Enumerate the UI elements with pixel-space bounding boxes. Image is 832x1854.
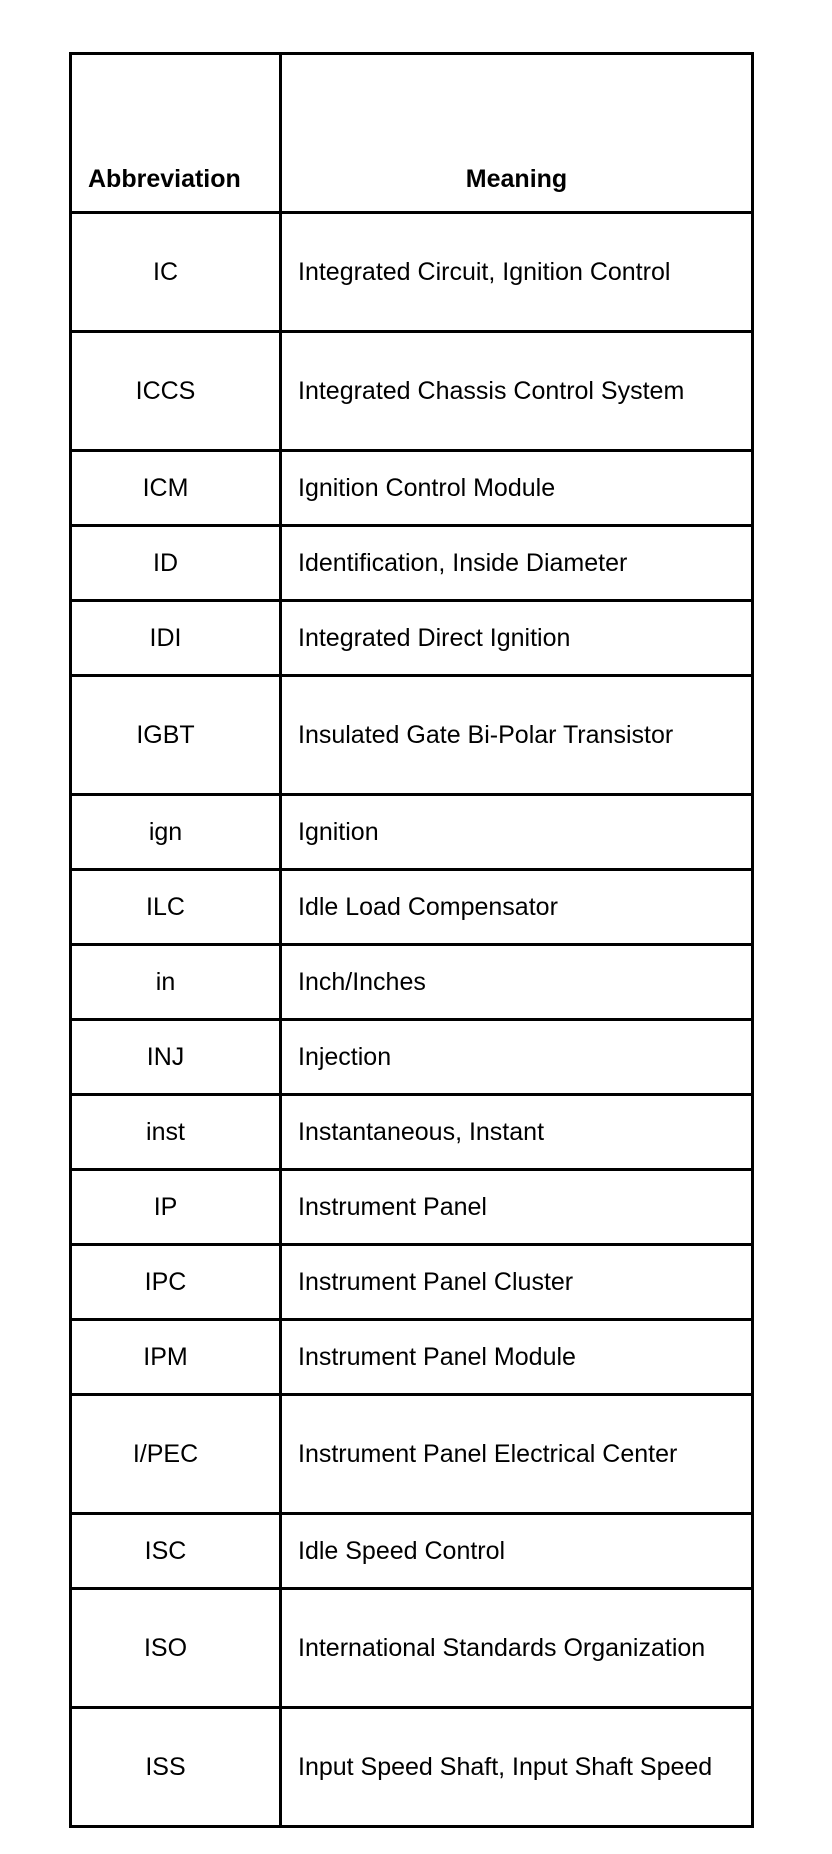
abbreviation-cell: IPM bbox=[71, 1320, 281, 1395]
meaning-cell: Integrated Circuit, Ignition Control bbox=[281, 213, 753, 332]
abbreviation-cell: in bbox=[71, 945, 281, 1020]
abbreviation-table-container bbox=[69, 52, 751, 1828]
table-row bbox=[71, 1320, 753, 1395]
meaning-cell: Injection bbox=[281, 1020, 753, 1095]
abbreviation-cell: ICCS bbox=[71, 332, 281, 451]
table-row bbox=[71, 945, 753, 1020]
meaning-cell: Identification, Inside Diameter bbox=[281, 526, 753, 601]
table-row bbox=[71, 526, 753, 601]
table-row bbox=[71, 1708, 753, 1827]
abbreviation-cell: INJ bbox=[71, 1020, 281, 1095]
meaning-cell: Ignition bbox=[281, 795, 753, 870]
table-row bbox=[71, 1020, 753, 1095]
meaning-cell: Inch/Inches bbox=[281, 945, 753, 1020]
meaning-cell: Instrument Panel Electrical Center bbox=[281, 1395, 753, 1514]
abbreviation-cell: ILC bbox=[71, 870, 281, 945]
meaning-cell: International Standards Organization bbox=[281, 1589, 753, 1708]
table-row bbox=[71, 676, 753, 795]
abbreviation-cell: IP bbox=[71, 1170, 281, 1245]
table-row bbox=[71, 795, 753, 870]
abbreviation-cell: ISC bbox=[71, 1514, 281, 1589]
abbreviation-cell: ICM bbox=[71, 451, 281, 526]
meaning-cell: Integrated Direct Ignition bbox=[281, 601, 753, 676]
meaning-cell: Idle Speed Control bbox=[281, 1514, 753, 1589]
table-row bbox=[71, 1095, 753, 1170]
meaning-cell: Integrated Chassis Control System bbox=[281, 332, 753, 451]
meaning-cell: Instrument Panel Module bbox=[281, 1320, 753, 1395]
table-row bbox=[71, 1170, 753, 1245]
table-row bbox=[71, 1514, 753, 1589]
abbreviation-cell: ISS bbox=[71, 1708, 281, 1827]
meaning-cell: Idle Load Compensator bbox=[281, 870, 753, 945]
abbreviation-cell: IC bbox=[71, 213, 281, 332]
abbreviation-cell: inst bbox=[71, 1095, 281, 1170]
abbreviation-cell: ign bbox=[71, 795, 281, 870]
abbreviation-cell: ID bbox=[71, 526, 281, 601]
table-body bbox=[71, 213, 753, 1827]
table-row bbox=[71, 870, 753, 945]
table-row bbox=[71, 213, 753, 332]
meaning-cell: Ignition Control Module bbox=[281, 451, 753, 526]
meaning-cell: Instrument Panel Cluster bbox=[281, 1245, 753, 1320]
table-row bbox=[71, 451, 753, 526]
meaning-cell: Input Speed Shaft, Input Shaft Speed bbox=[281, 1708, 753, 1827]
meaning-cell: Instrument Panel bbox=[281, 1170, 753, 1245]
table-row bbox=[71, 1395, 753, 1514]
table-row bbox=[71, 1589, 753, 1708]
abbreviation-cell: IDI bbox=[71, 601, 281, 676]
meaning-cell: Insulated Gate Bi-Polar Transistor bbox=[281, 676, 753, 795]
meaning-cell: Instantaneous, Instant bbox=[281, 1095, 753, 1170]
abbreviation-cell: ISO bbox=[71, 1589, 281, 1708]
abbreviation-cell: IPC bbox=[71, 1245, 281, 1320]
abbreviation-column-header: Abbreviation bbox=[71, 54, 281, 213]
meaning-column-header: Meaning bbox=[281, 54, 753, 213]
abbreviation-table bbox=[69, 52, 754, 1828]
table-row bbox=[71, 601, 753, 676]
table-row bbox=[71, 1245, 753, 1320]
table-row bbox=[71, 332, 753, 451]
abbreviation-cell: IGBT bbox=[71, 676, 281, 795]
abbreviation-cell: I/PEC bbox=[71, 1395, 281, 1514]
table-header-row bbox=[71, 54, 753, 213]
